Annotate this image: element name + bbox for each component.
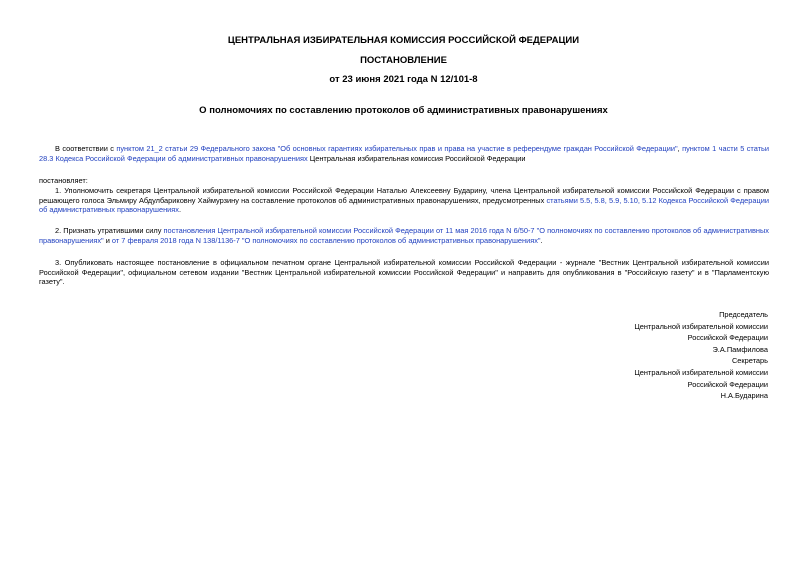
item-2-conj: и: [103, 235, 112, 245]
law-link[interactable]: пунктом 21_2 статьи 29 Федерального закона "Об основных гарантиях избирательных прав и права на участие в референдуме граждан Российской Федерации": [116, 144, 678, 153]
document-title: О полномочиях по составлению протоколов об административных правонарушениях: [199, 105, 608, 116]
signature-line: Центральной избирательной комиссии: [634, 321, 768, 331]
koap-link[interactable]: пунктом 1 части 5 статьи 28.3 Кодекса Российской Федерации об административных правонарушениях: [39, 144, 770, 163]
item-2-end: .: [540, 235, 543, 245]
signature-line: Российской Федерации: [687, 379, 768, 389]
preamble-paragraph: [39, 144, 769, 163]
signature-line: Н.А.Бударина: [720, 391, 768, 401]
resolves-label: постановляет:: [39, 176, 88, 185]
item-1-paragraph: [39, 186, 769, 215]
issuer-heading: ЦЕНТРАЛЬНАЯ ИЗБИРАТЕЛЬНАЯ КОМИССИЯ РОССИЙСКОЙ ФЕДЕРАЦИИ: [227, 35, 580, 46]
item-2-paragraph: [39, 226, 769, 245]
item-2-text: 2. Признать утратившими силу: [55, 226, 164, 235]
preamble-text-2: ,: [677, 144, 683, 153]
item-1-text: 1. Уполномочить секретаря Центральной избирательной комиссии Российской Федерации Наталью Алексеевну Бударину, члена Центральной избирательной комиссии Российской Федерации с правом решающего голоса Эльмиру Абдулбариковну Хаймурзину на составление протоколов об административных правонарушениях, предусмотренных: [39, 186, 769, 205]
signature-line: Российской Федерации: [687, 333, 768, 343]
preamble-text-3: Центральная избирательная комиссия Российской Федерации: [307, 153, 526, 163]
item-1-end: .: [179, 205, 182, 215]
signature-block: [568, 309, 768, 402]
signature-line: Секретарь: [731, 356, 768, 366]
koap-articles-link[interactable]: статьями 5.5, 5.8, 5.9, 5.10, 5.12 Кодекса Российской Федерации об административных правонарушениях: [39, 195, 769, 215]
item-3-paragraph: [39, 258, 769, 287]
preamble-text-1: В соответствии с: [55, 144, 117, 153]
signature-line: Председатель: [719, 310, 768, 319]
resolution-2018-link[interactable]: от 7 февраля 2018 года N 138/1136-7 "О полномочиях по составлению протоколов об административных правонарушениях": [111, 235, 541, 245]
signature-line: Центральной избирательной комиссии: [634, 367, 768, 377]
item-3-text: 3. Опубликовать настоящее постановление в официальном печатном органе Центральной избирательной комиссии Российской Федерации - журнале "Вестник Центральной избирательной комиссии Российской Федерации", официальном сетевом издании "Вестник Центральной избирательной комиссии Российской Федерации" и направить для опубликования в "Российскую газету" и в "Парламентскую газету".: [39, 258, 769, 287]
resolution-2016-link[interactable]: постановления Центральной избирательной комиссии Российской Федерации от 11 мая 2016 года N 6/50-7 "О полномочиях по составлению протоколов об административных правонарушениях": [39, 226, 769, 245]
signature-line: Э.А.Памфилова: [712, 344, 768, 354]
document-date-number: от 23 июня 2021 года N 12/101-8: [329, 74, 478, 85]
document-type: ПОСТАНОВЛЕНИЕ: [360, 55, 447, 66]
